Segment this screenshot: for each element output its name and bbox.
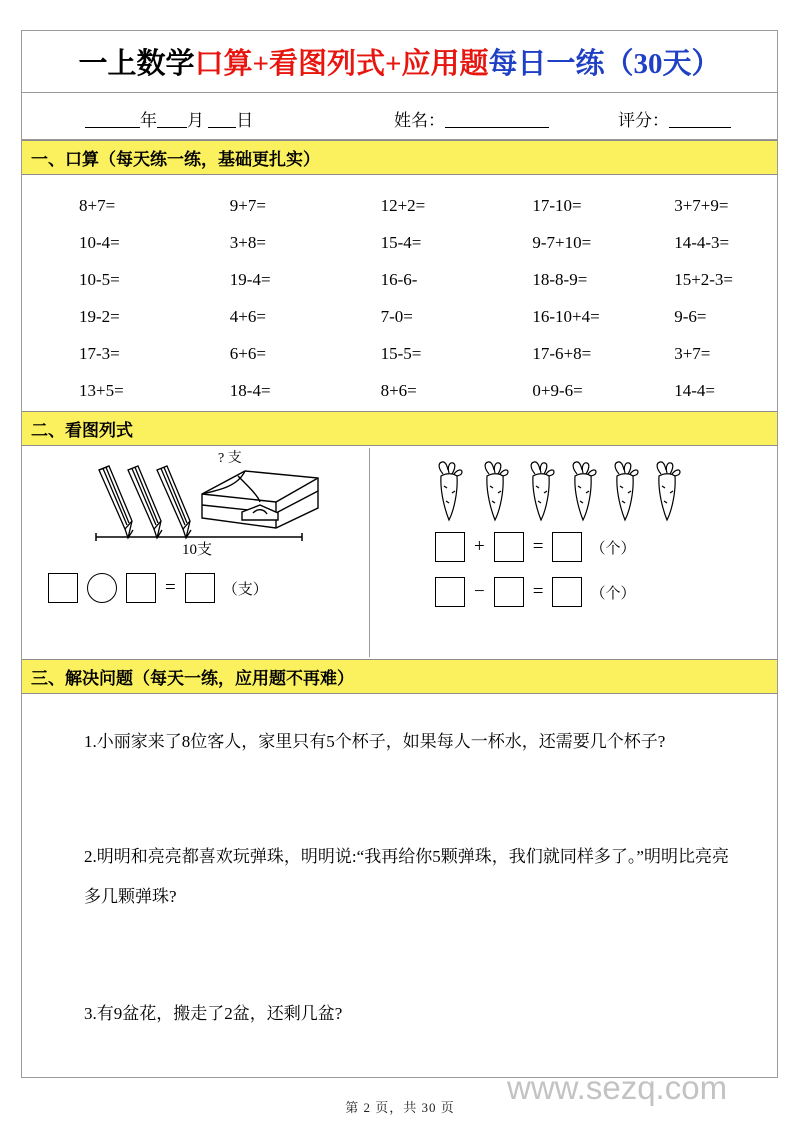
picture-equations-block <box>22 446 777 659</box>
arithmetic-problem[interactable]: 14-4= <box>674 380 715 400</box>
arithmetic-problem[interactable]: 16-6- <box>380 269 418 289</box>
arithmetic-problem[interactable]: 17-6+8= <box>532 343 592 363</box>
student-info-row <box>22 93 777 140</box>
answer-box[interactable] <box>494 577 524 607</box>
carrot-icon <box>652 460 682 522</box>
arithmetic-problem[interactable]: 17-10= <box>532 195 582 215</box>
arithmetic-problem[interactable]: 19-4= <box>229 269 271 289</box>
day-label: 日 <box>236 111 254 130</box>
arithmetic-problem[interactable]: 15+2-3= <box>674 269 734 289</box>
pencil-box-icon <box>198 466 322 539</box>
year-label: 年 <box>140 111 157 130</box>
arithmetic-problem[interactable]: 13+5= <box>79 380 124 400</box>
arithmetic-problem[interactable]: 15-5= <box>380 343 422 363</box>
arithmetic-problem[interactable]: 10-4= <box>79 232 120 252</box>
carrot-problem-panel <box>370 446 777 659</box>
answer-box[interactable] <box>435 532 465 562</box>
equals-sign: = <box>532 536 544 557</box>
answer-box[interactable] <box>552 577 582 607</box>
arithmetic-problem[interactable]: 10-5= <box>79 269 120 289</box>
arithmetic-problem[interactable]: 7-0= <box>380 306 413 326</box>
equals-sign: = <box>532 581 544 602</box>
section-two-heading: 二、看图列式 <box>22 411 777 446</box>
carrot-icon <box>434 460 464 522</box>
arithmetic-row <box>22 224 777 261</box>
equals-sign: = <box>165 577 176 598</box>
arithmetic-problem[interactable]: 3+7+9= <box>674 195 729 215</box>
carrot-subtraction-equation <box>435 577 635 607</box>
arithmetic-problem[interactable]: 17-3= <box>79 343 120 363</box>
worksheet-frame <box>21 30 778 1078</box>
date-field[interactable] <box>85 106 253 131</box>
answer-box[interactable] <box>435 577 465 607</box>
page-title <box>78 41 720 82</box>
carrot-icon <box>480 460 510 522</box>
title-segment-topics: 口算+看图列式+应用题 <box>194 48 489 80</box>
month-label: 月 <box>187 111 204 130</box>
word-problem-3[interactable]: 3.有9盆花，搬走了2盆，还剩几盆? <box>84 1004 343 1023</box>
arithmetic-problem[interactable]: 9-6= <box>674 306 707 326</box>
arithmetic-problem[interactable]: 12+2= <box>380 195 426 215</box>
pencil-answer-equation <box>48 573 268 603</box>
arithmetic-problem[interactable]: 8+6= <box>380 380 417 400</box>
arithmetic-row <box>22 372 777 409</box>
carrot-icon <box>610 460 640 522</box>
total-quantity-label: 10支 <box>182 542 213 558</box>
page-footer: 第 2 页，共 30 页 <box>345 1100 455 1115</box>
arithmetic-problem[interactable]: 18-8-9= <box>532 269 588 289</box>
score-field[interactable] <box>618 106 731 131</box>
arithmetic-row <box>22 261 777 298</box>
carrot-addition-equation <box>435 532 635 562</box>
arithmetic-problem[interactable]: 19-2= <box>79 306 120 326</box>
title-segment-subject: 一上数学 <box>78 48 195 80</box>
unit-label: （个） <box>590 540 636 557</box>
word-problem-1[interactable]: 1.小丽家来了8位客人，家里只有5个杯子，如果每人一杯水，还需要几个杯子? <box>84 732 666 751</box>
operator-circle[interactable] <box>87 573 117 603</box>
carrot-icon <box>526 460 556 522</box>
answer-box[interactable] <box>126 573 156 603</box>
worksheet-title-row <box>22 31 777 93</box>
minus-sign: − <box>474 581 485 602</box>
arithmetic-row <box>22 187 777 224</box>
name-label: 姓名： <box>394 111 445 130</box>
arithmetic-problem[interactable]: 3+7= <box>674 343 711 363</box>
arithmetic-problem[interactable]: 4+6= <box>229 306 266 326</box>
answer-box[interactable] <box>185 573 215 603</box>
plus-sign: + <box>474 536 485 557</box>
section-three-heading: 三、解决问题（每天一练，应用题不再难） <box>22 659 777 694</box>
arithmetic-problem[interactable]: 16-10+4= <box>532 306 600 326</box>
score-label: 评分： <box>618 111 669 130</box>
section-one-heading: 一、口算（每天练一练，基础更扎实） <box>22 140 777 175</box>
arithmetic-problem[interactable]: 3+8= <box>229 232 266 252</box>
arithmetic-row <box>22 298 777 335</box>
carrot-group-right <box>526 460 682 522</box>
unit-label: （个） <box>590 585 636 602</box>
arithmetic-row <box>22 335 777 372</box>
pencil-box-shape <box>198 466 322 534</box>
carrot-icon <box>568 460 598 522</box>
title-segment-practice: 每日一练（30天） <box>488 48 721 80</box>
arithmetic-problem[interactable]: 8+7= <box>79 195 116 215</box>
answer-box[interactable] <box>552 532 582 562</box>
answer-box[interactable] <box>494 532 524 562</box>
arithmetic-problem[interactable]: 9-7+10= <box>532 232 592 252</box>
arithmetic-problem[interactable]: 15-4= <box>380 232 422 252</box>
arithmetic-problem[interactable]: 0+9-6= <box>532 380 583 400</box>
arithmetic-problem[interactable]: 18-4= <box>229 380 271 400</box>
unknown-quantity-label: ? 支 <box>218 451 242 466</box>
arithmetic-problem[interactable]: 14-4-3= <box>674 232 730 252</box>
site-watermark: www.sezq.com <box>507 1069 728 1106</box>
word-problem-2[interactable]: 2.明明和亮亮都喜欢玩弹珠，明明说:“我再给你5颗弹珠，我们就同样多了。”明明比亮亮多几颗弹珠? <box>84 847 729 906</box>
name-field[interactable] <box>394 106 549 131</box>
unit-label: （支） <box>222 581 268 598</box>
arithmetic-problem[interactable]: 6+6= <box>229 343 266 363</box>
pencil-problem-panel <box>22 446 369 659</box>
answer-box[interactable] <box>48 573 78 603</box>
carrot-group-left <box>434 460 510 522</box>
arithmetic-problem[interactable]: 9+7= <box>229 195 266 215</box>
word-problems-block <box>22 694 777 1082</box>
oral-arithmetic-grid <box>22 175 777 411</box>
